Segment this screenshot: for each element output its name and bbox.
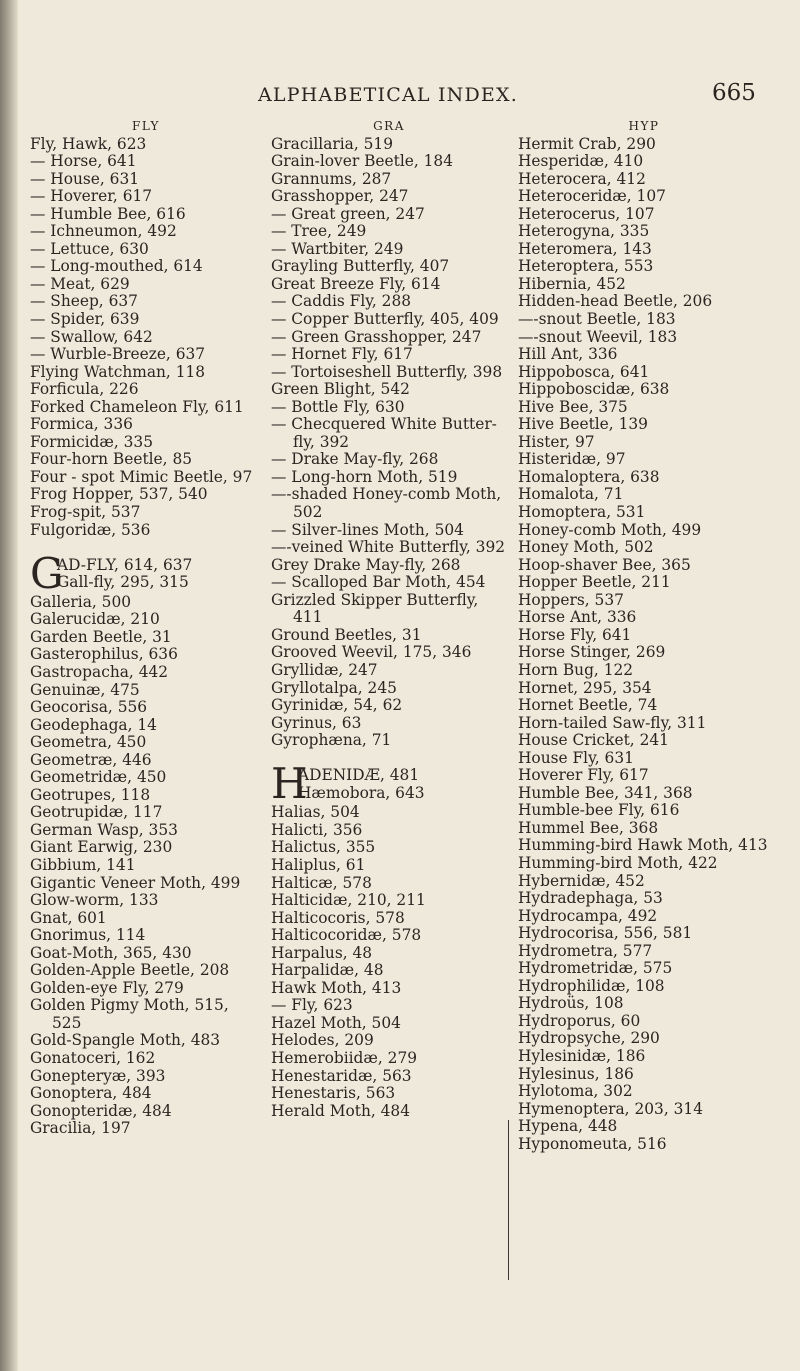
index-entry: — Caddis Fly, 288	[271, 292, 412, 311]
index-entry: ADENIDÆ, 481	[298, 766, 420, 785]
index-column-1	[30, 118, 262, 1138]
index-entry: Haliplus, 61	[271, 855, 366, 874]
index-entry: Honey-comb Moth, 499	[518, 520, 702, 539]
index-entry: Geometridæ, 450	[30, 768, 167, 787]
index-entry: — Silver-lines Moth, 504	[271, 520, 464, 539]
index-entry: Halias, 504	[271, 803, 360, 822]
index-entry: Flying Watchman, 118	[30, 362, 206, 381]
index-entry: Henestaridæ, 563	[271, 1066, 412, 1085]
drop-cap-letter: G	[30, 548, 64, 598]
index-entry: Hybernidæ, 452	[518, 871, 645, 890]
index-entry: Halticocoris, 578	[271, 908, 405, 927]
index-entry: —-shaded Honey-comb Moth, 502	[271, 485, 502, 522]
index-entry: Fly, Hawk, 623	[30, 134, 147, 153]
index-entry: Hydrometridæ, 575	[518, 959, 673, 978]
index-entry: Hydroüs, 108	[518, 994, 624, 1013]
index-entry: Hydroporus, 60	[518, 1011, 641, 1030]
index-entry: Galerucidæ, 210	[30, 610, 160, 629]
page-header	[0, 80, 800, 114]
index-entry: Grasshopper, 247	[271, 187, 409, 206]
section-gap	[30, 539, 262, 557]
index-entry: Hidden-head Beetle, 206	[518, 292, 713, 311]
index-entry: Hippobosca, 641	[518, 362, 650, 381]
index-entry: Gracilia, 197	[30, 1119, 131, 1138]
index-entry: Homoptera, 531	[518, 503, 646, 522]
index-entry: Geocorisa, 556	[30, 698, 148, 717]
index-entry: Gonoptera, 484	[30, 1084, 152, 1103]
lead-entries	[298, 767, 507, 802]
index-entry: —-snout Beetle, 183	[518, 310, 676, 329]
index-entry: — Great green, 247	[271, 204, 425, 223]
lead-entries	[57, 557, 262, 592]
index-entry: Horn Bug, 122	[518, 660, 634, 679]
index-entry: Henestaris, 563	[271, 1084, 396, 1103]
index-entry: Genuinæ, 475	[30, 680, 140, 699]
index-entry: Frog Hopper, 537, 540	[30, 485, 208, 504]
index-entry: Heterogyna, 335	[518, 222, 650, 241]
index-entry: Forked Chameleon Fly, 611	[30, 397, 244, 416]
index-entry: Hoppers, 537	[518, 590, 624, 609]
running-title: ALPHABETICAL INDEX.	[258, 84, 518, 106]
book-spine-shadow	[0, 0, 18, 1371]
index-entry: — Wurble-Breeze, 637	[30, 345, 206, 364]
index-entry: Heterocerus, 107	[518, 204, 655, 223]
index-entry: Horn-tailed Saw-fly, 311	[518, 713, 707, 732]
index-entry: Hermit Crab, 290	[518, 134, 656, 153]
index-entry: Hornet, 295, 354	[518, 678, 652, 697]
index-entry: — Long-horn Moth, 519	[271, 467, 458, 486]
index-entry: Grayling Butterfly, 407	[271, 257, 450, 276]
index-entry: — Hornet Fly, 617	[271, 345, 413, 364]
index-entry: Hawk Moth, 413	[271, 978, 402, 997]
column-heading: FLY	[132, 119, 160, 133]
index-entry: Gyrinidæ, 54, 62	[271, 696, 403, 715]
index-entry: — Ichneumon, 492	[30, 222, 177, 241]
index-entry: Hive Beetle, 139	[518, 415, 648, 434]
index-entry: — Horse, 641	[30, 152, 137, 171]
index-entry: Gryllidæ, 247	[271, 660, 378, 679]
index-entry: Hydrophilidæ, 108	[518, 976, 665, 995]
index-entry: — Checquered White Butter-fly, 392	[271, 415, 497, 451]
index-entry: Grey Drake May-fly, 268	[271, 555, 461, 574]
index-entry: Gonepteryæ, 393	[30, 1066, 166, 1085]
index-entry: Ground Beetles, 31	[271, 625, 422, 644]
index-entry: Gryllotalpa, 245	[271, 678, 397, 697]
index-entry: Hill Ant, 336	[518, 345, 618, 364]
index-entry: Histeridæ, 97	[518, 450, 626, 469]
index-entry: Gonatoceri, 162	[30, 1048, 156, 1067]
index-entry: Hive Bee, 375	[518, 397, 628, 416]
index-entry: Honey Moth, 502	[518, 538, 654, 557]
index-entry: Hylesinus, 186	[518, 1064, 634, 1083]
index-entry: Hydradephaga, 53	[518, 889, 663, 908]
index-entry: German Wasp, 353	[30, 820, 178, 839]
index-entry: Formica, 336	[30, 415, 133, 434]
index-entry: — Drake May-fly, 268	[271, 450, 439, 469]
index-entry: Hylotoma, 302	[518, 1082, 633, 1101]
index-entry: Hornet Beetle, 74	[518, 696, 658, 715]
index-entry: — Tortoiseshell Butterfly, 398	[271, 362, 503, 381]
index-entry: Great Breeze Fly, 614	[271, 274, 441, 293]
index-entry: Humming-bird Moth, 422	[518, 853, 718, 872]
index-entry: Horse Fly, 641	[518, 625, 632, 644]
index-entry: Gold-Spangle Moth, 483	[30, 1031, 221, 1050]
drop-cap-letter: H	[271, 759, 308, 809]
index-entry: Harpalidæ, 48	[271, 961, 384, 980]
letter-section-start	[30, 548, 262, 598]
index-column-3	[518, 118, 770, 1153]
index-entry: Hydrocampa, 492	[518, 906, 658, 925]
page-number: 665	[712, 80, 756, 106]
index-entry: Golden Pigmy Moth, 515, 525	[30, 996, 229, 1032]
index-entry: Four-horn Beetle, 85	[30, 450, 193, 469]
index-entry: Garden Beetle, 31	[30, 627, 172, 646]
index-entry: Frog-spit, 537	[30, 503, 141, 522]
index-entry: Heteroptera, 553	[518, 257, 654, 276]
index-entry: Hydrocorisa, 556, 581	[518, 924, 693, 943]
index-entry: — Swallow, 642	[30, 327, 153, 346]
index-entry: Galleria, 500	[30, 592, 132, 611]
index-entry: — Fly, 623	[271, 996, 353, 1015]
index-entry: Green Blight, 542	[271, 380, 410, 399]
index-entry: Halticæ, 578	[271, 873, 372, 892]
index-entry: Hister, 97	[518, 432, 595, 451]
index-entry: AD-FLY, 614, 637	[57, 555, 193, 574]
index-entry: Hypena, 448	[518, 1117, 618, 1136]
index-entry: — Scalloped Bar Moth, 454	[271, 573, 486, 592]
index-column-2	[271, 118, 507, 1120]
index-entry: Gasterophilus, 636	[30, 645, 178, 664]
index-entry: House Cricket, 241	[518, 731, 669, 750]
index-entry: Golden-Apple Beetle, 208	[30, 961, 230, 980]
index-entry: Hoop-shaver Bee, 365	[518, 555, 691, 574]
index-entry: — Spider, 639	[30, 310, 140, 329]
index-entry: — Long-mouthed, 614	[30, 257, 203, 276]
index-entry: Harpalus, 48	[271, 943, 373, 962]
column-heading: GRA	[373, 119, 405, 133]
index-entry: Four - spot Mimic Beetle, 97	[30, 467, 253, 486]
index-entry: Hoverer Fly, 617	[518, 766, 649, 785]
index-entry: Humble Bee, 341, 368	[518, 783, 693, 802]
index-entry: Formicidæ, 335	[30, 432, 153, 451]
index-entry: Grain-lover Beetle, 184	[271, 152, 454, 171]
index-entry: Hymenoptera, 203, 314	[518, 1099, 703, 1118]
index-entry: Hippoboscidæ, 638	[518, 380, 670, 399]
index-entry: Gastropacha, 442	[30, 662, 169, 681]
index-entry: — Lettuce, 630	[30, 239, 149, 258]
index-entry: Hæmobora, 643	[298, 783, 425, 802]
index-entry: Goat-Moth, 365, 430	[30, 943, 192, 962]
index-entry: Hydropsyche, 290	[518, 1029, 660, 1048]
index-entry: — Hoverer, 617	[30, 187, 153, 206]
index-entry: — House, 631	[30, 169, 140, 188]
index-entry: Homalota, 71	[518, 485, 624, 504]
index-entry: Gnat, 601	[30, 908, 107, 927]
index-entry: Halticidæ, 210, 211	[271, 891, 426, 910]
index-entry: — Meat, 629	[30, 274, 130, 293]
index-entry: Gyrophæna, 71	[271, 731, 392, 750]
index-entry: Hylesinidæ, 186	[518, 1046, 646, 1065]
index-entry: Gonopteridæ, 484	[30, 1101, 172, 1120]
index-entry: Geometra, 450	[30, 733, 147, 752]
index-entry: Geotrupes, 118	[30, 785, 151, 804]
index-entry: — Copper Butterfly, 405, 409	[271, 310, 499, 329]
index-entry: Halictus, 355	[271, 838, 376, 857]
index-entry: Gracillaria, 519	[271, 134, 394, 153]
index-entry: Homaloptera, 638	[518, 467, 660, 486]
index-entry: Grizzled Skipper Butterfly, 411	[271, 590, 479, 627]
index-entry: Hemerobiidæ, 279	[271, 1048, 418, 1067]
index-entry: House Fly, 631	[518, 748, 634, 767]
index-entry: Gall-fly, 295, 315	[57, 573, 189, 592]
index-entry: — Humble Bee, 616	[30, 204, 186, 223]
index-entry: Heteroceridæ, 107	[518, 187, 666, 206]
index-entry: Hesperidæ, 410	[518, 152, 644, 171]
index-entry: Geometræ, 446	[30, 750, 152, 769]
index-entry: Hibernia, 452	[518, 274, 626, 293]
index-entry: Hummel Bee, 368	[518, 818, 659, 837]
index-entry: Giant Earwig, 230	[30, 838, 173, 857]
index-entry: Halticocoridæ, 578	[271, 926, 422, 945]
index-entry: Forficula, 226	[30, 380, 139, 399]
index-entry: Helodes, 209	[271, 1031, 374, 1050]
index-entry: Hazel Moth, 504	[271, 1013, 401, 1032]
index-entry: Hydrometra, 577	[518, 941, 653, 960]
index-entry: Hyponomeuta, 516	[518, 1134, 667, 1153]
index-entry: Heteromera, 143	[518, 239, 652, 258]
index-entry: Humble-bee Fly, 616	[518, 801, 680, 820]
index-entry: — Tree, 249	[271, 222, 367, 241]
index-entry: — Green Grasshopper, 247	[271, 327, 482, 346]
column-rule	[508, 1120, 509, 1280]
index-entry: Gigantic Veneer Moth, 499	[30, 873, 241, 892]
index-entry: Herald Moth, 484	[271, 1101, 411, 1120]
index-entry: Gibbium, 141	[30, 855, 136, 874]
index-entry: Grannums, 287	[271, 169, 392, 188]
index-entry: Golden-eye Fly, 279	[30, 978, 184, 997]
index-entry: — Bottle Fly, 630	[271, 397, 405, 416]
index-entry: Horse Ant, 336	[518, 608, 637, 627]
index-entry: Gnorimus, 114	[30, 926, 146, 945]
index-entry: Geotrupidæ, 117	[30, 803, 163, 822]
index-entry: Fulgoridæ, 536	[30, 520, 151, 539]
index-entry: Grooved Weevil, 175, 346	[271, 643, 472, 662]
column-heading: HYP	[628, 119, 660, 133]
index-entry: Humming-bird Hawk Moth, 413	[518, 836, 768, 855]
index-entry: Halicti, 356	[271, 820, 363, 839]
index-entry: — Sheep, 637	[30, 292, 138, 311]
index-entry: Gyrinus, 63	[271, 713, 362, 732]
index-entry: Horse Stinger, 269	[518, 643, 666, 662]
index-entry: Geodephaga, 14	[30, 715, 157, 734]
letter-section-start	[271, 759, 507, 809]
index-entry: Heterocera, 412	[518, 169, 646, 188]
index-entry: —-snout Weevil, 183	[518, 327, 678, 346]
index-entry: —-veined White Butterfly, 392	[271, 538, 506, 557]
index-entry: Hopper Beetle, 211	[518, 573, 671, 592]
index-entry: Glow-worm, 133	[30, 891, 159, 910]
index-entry: — Wartbiter, 249	[271, 239, 404, 258]
